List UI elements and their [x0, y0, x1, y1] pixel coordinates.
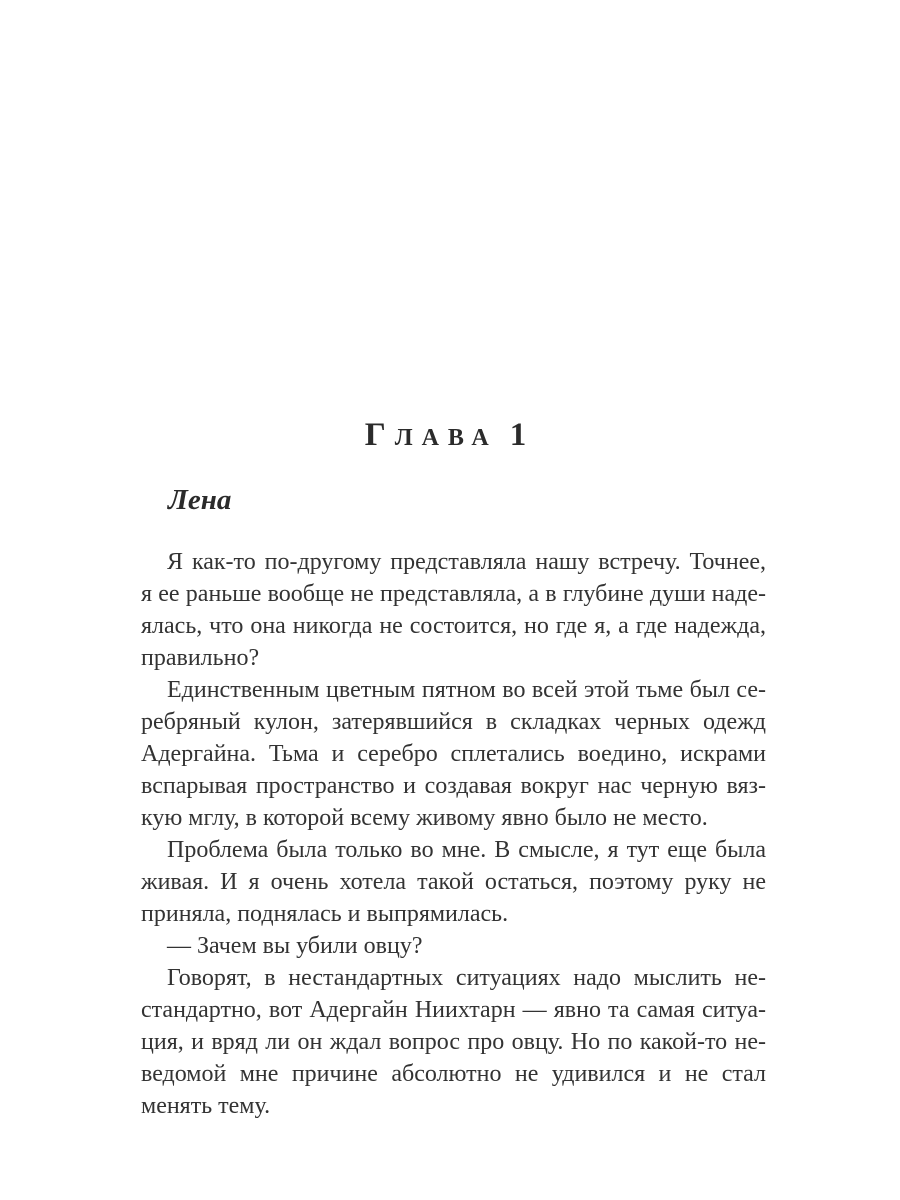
- paragraph: [141, 834, 766, 930]
- text-line: Говорят, в нестандартных ситуациях надо мыслить не-: [167, 965, 766, 991]
- text-line: живая. И я очень хотела такой остаться, поэтому руку не: [141, 869, 766, 895]
- chapter-title: [0, 414, 900, 459]
- text-line: ция, и вряд ли он ждал вопрос про овцу. Но по какой-то не-: [141, 1029, 766, 1055]
- text-line: Я как-то по-другому представляла нашу встречу. Точнее,: [167, 549, 766, 575]
- dialogue-paragraph: [141, 930, 766, 962]
- text-line: Единственным цветным пятном во всей этой тьме был се-: [167, 677, 766, 703]
- chapter-title-initial: Г: [364, 417, 395, 453]
- chapter-title-rest: ЛАВА: [394, 425, 498, 451]
- chapter-body-text: [141, 546, 766, 1122]
- text-line: правильно?: [141, 645, 260, 671]
- chapter-title-number: 1: [509, 417, 536, 453]
- pov-character-name: Лена: [168, 484, 232, 516]
- text-line: стандартно, вот Адергайн Ниихтарн — явно та самая ситуа-: [141, 997, 766, 1023]
- paragraph: [141, 674, 766, 834]
- text-line: менять тему.: [141, 1093, 271, 1119]
- text-line: кую мглу, в которой всему живому явно было не место.: [141, 805, 708, 831]
- text-line: Проблема была только во мне. В смысле, я тут еще была: [167, 837, 766, 863]
- paragraph: [141, 962, 766, 1122]
- text-line: я ее раньше вообще не представляла, а в глубине души наде-: [141, 581, 766, 607]
- text-line: — Зачем вы убили овцу?: [167, 933, 423, 959]
- text-line: приняла, поднялась и выпрямилась.: [141, 901, 509, 927]
- text-line: вспарывая пространство и создавая вокруг нас черную вяз-: [141, 773, 766, 799]
- paragraph: [141, 546, 766, 674]
- text-line: ведомой мне причине абсолютно не удивился и не стал: [141, 1061, 766, 1087]
- text-line: Адергайна. Тьма и серебро сплетались воедино, искрами: [141, 741, 766, 767]
- text-line: ялась, что она никогда не состоится, но где я, а где надежда,: [141, 613, 766, 639]
- text-line: ребряный кулон, затерявшийся в складках черных одежд: [141, 709, 766, 735]
